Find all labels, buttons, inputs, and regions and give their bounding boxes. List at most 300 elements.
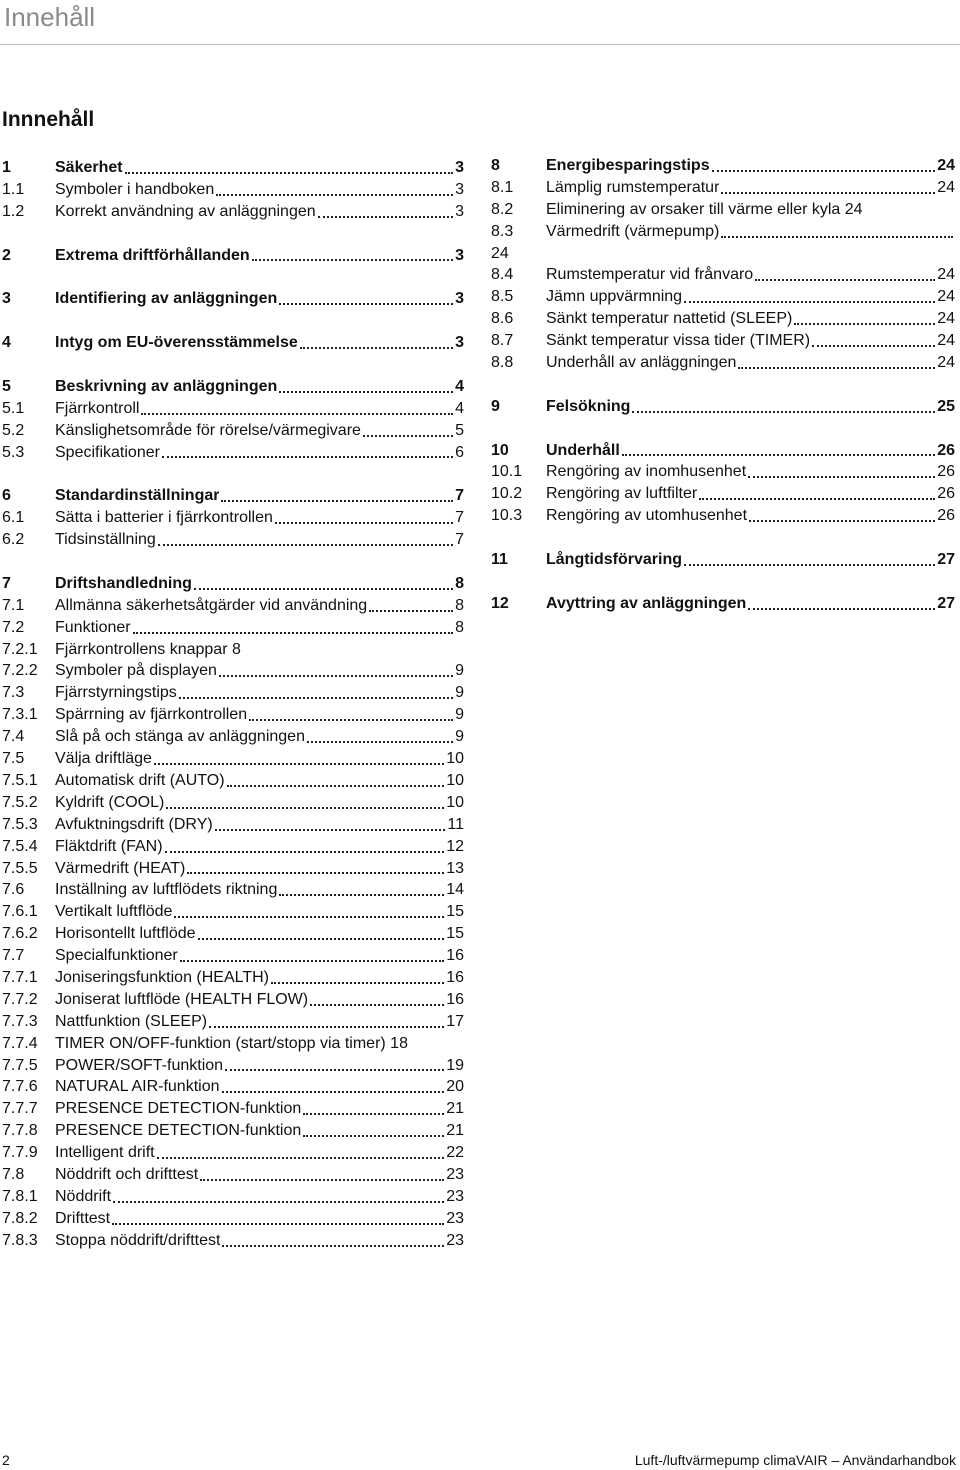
toc-entry-number: 4 [2, 334, 11, 352]
toc-entry-number: 8.6 [491, 310, 514, 328]
toc-entry[interactable] [2, 485, 464, 507]
toc-entry-title: Lämplig rumstemperatur [546, 178, 720, 196]
toc-dot-leader [198, 937, 445, 940]
toc-entry-title: Långtidsförvaring [546, 551, 683, 569]
toc-entry-number: 7.7.4 [2, 1034, 38, 1052]
toc-entry-title: Sätta i batterier i fjärrkontrollen [55, 509, 273, 527]
toc-entry-title: Fläktdrift (FAN) [55, 837, 163, 855]
toc-entry-title: Avfuktningsdrift (DRY) [55, 815, 213, 833]
toc-entry-title: Eliminering av orsaker till värme eller kyla 24 [546, 200, 863, 218]
toc-entry[interactable] [2, 858, 464, 880]
toc-entry-number: 7.8.2 [2, 1209, 38, 1227]
toc-entry[interactable] [2, 1142, 464, 1164]
toc-entry-page: 23 [446, 1187, 464, 1205]
toc-entry[interactable] [2, 157, 464, 179]
toc-dot-leader [318, 215, 453, 218]
toc-entry-title: Rumstemperatur vid frånvaro [546, 266, 754, 284]
toc-dot-leader [219, 674, 453, 677]
toc-entry[interactable] [2, 704, 464, 726]
toc-entry-number: 8.3 [491, 222, 514, 240]
toc-entry-page: 8 [455, 574, 464, 592]
toc-entry[interactable] [2, 967, 464, 989]
toc-entry-title: PRESENCE DETECTION-funktion [55, 1122, 302, 1140]
toc-dot-leader [113, 1200, 444, 1203]
toc-entry[interactable] [2, 420, 464, 442]
toc-entry[interactable] [2, 1033, 464, 1055]
toc-entry[interactable] [2, 245, 464, 267]
toc-dot-leader [369, 609, 453, 612]
toc-dot-leader [749, 519, 935, 522]
toc-entry-number: 7.7.8 [2, 1122, 38, 1140]
toc-dot-leader [180, 959, 444, 962]
toc-entry[interactable] [2, 398, 464, 420]
toc-entry-number: 7.2.2 [2, 662, 38, 680]
toc-dot-leader [279, 390, 453, 393]
toc-entry-page: 16 [446, 947, 464, 965]
toc-entry-title: Inställning av luftflödets riktning [55, 881, 278, 899]
toc-entry[interactable] [2, 507, 464, 529]
toc-entry-page: 24 [937, 178, 955, 196]
toc-entry-number: 8.8 [491, 354, 514, 372]
toc-entry-title: Specifikationer [55, 443, 160, 461]
toc-entry-title: Standardinställningar [55, 487, 220, 505]
toc-entry[interactable] [491, 440, 955, 462]
toc-entry-number: 6 [2, 487, 11, 505]
toc-entry-page: 26 [937, 441, 955, 459]
toc-dot-leader [200, 1178, 444, 1181]
toc-entry-title: NATURAL AIR-funktion [55, 1078, 220, 1096]
toc-entry[interactable] [491, 461, 955, 483]
toc-dot-leader [271, 981, 444, 984]
toc-entry-page: 7 [455, 487, 464, 505]
toc-entry-title: Nöddrift och drifttest [55, 1165, 199, 1183]
toc-heading: Innnehåll [2, 108, 95, 131]
toc-entry[interactable] [2, 179, 464, 201]
header-divider [0, 44, 960, 45]
toc-dot-leader [279, 893, 444, 896]
toc-entry-title: Beskrivning av anläggningen [55, 377, 278, 395]
toc-dot-leader [215, 828, 446, 831]
toc-entry[interactable] [2, 201, 464, 223]
toc-entry-page: 8 [455, 596, 464, 614]
toc-entry-page: 3 [455, 290, 464, 308]
toc-dot-leader [794, 322, 935, 325]
toc-entry-page: 7 [455, 531, 464, 549]
toc-entry[interactable] [491, 243, 955, 265]
toc-dot-leader [410, 1049, 462, 1050]
toc-entry-number: 1 [2, 159, 11, 176]
toc-entry-number: 8.7 [491, 332, 514, 350]
toc-entry-number: 7.8 [2, 1165, 25, 1183]
toc-entry-number: 9 [491, 397, 500, 415]
toc-entry-title: Drifttest [55, 1209, 111, 1227]
footer-document-title: Luft-/luftvärmepump climaVAIR – Användarhandbok [634, 1452, 956, 1468]
toc-entry-page: 10 [446, 750, 464, 768]
toc-entry[interactable] [2, 1230, 464, 1252]
toc-entry-number: 8.5 [491, 288, 514, 306]
toc-entry-title: Kyldrift (COOL) [55, 793, 165, 811]
toc-entry-title: Horisontellt luftflöde [55, 925, 196, 943]
toc-entry-page: 26 [937, 463, 955, 481]
toc-entry[interactable] [491, 177, 955, 199]
toc-entry-page: 27 [937, 594, 955, 612]
toc-entry-page: 9 [455, 728, 464, 746]
toc-entry-number: 7.6.1 [2, 903, 38, 921]
toc-entry-title: Fjärrkontroll [55, 399, 140, 417]
toc-dot-leader [249, 718, 453, 721]
toc-entry-page: 9 [455, 662, 464, 680]
toc-entry[interactable] [2, 376, 464, 398]
toc-entry-title: Rengöring av luftfilter [546, 485, 698, 503]
toc-entry-number: 7 [2, 574, 11, 592]
toc-entry[interactable] [491, 483, 955, 505]
toc-entry-page: 21 [446, 1100, 464, 1118]
toc-entry-number: 7.7.6 [2, 1078, 38, 1096]
toc-entry-title: TIMER ON/OFF-funktion (start/stopp via timer) 18 [55, 1034, 408, 1052]
toc-entry[interactable] [491, 549, 955, 571]
toc-entry-page: 21 [446, 1122, 464, 1140]
toc-dot-leader [303, 1112, 444, 1115]
toc-dot-leader [622, 453, 935, 456]
toc-entry-number: 7.7.7 [2, 1100, 38, 1118]
toc-entry-page: 23 [446, 1231, 464, 1249]
toc-entry-page: 23 [446, 1209, 464, 1227]
toc-entry-number: 7.5.1 [2, 771, 38, 789]
toc-dot-leader [112, 1222, 444, 1225]
toc-entry[interactable] [491, 352, 955, 374]
toc-entry-page: 24 [937, 332, 955, 350]
toc-entry[interactable] [491, 155, 955, 177]
toc-dot-leader [194, 587, 453, 590]
toc-entry-number: 8.2 [491, 200, 514, 218]
toc-dot-leader [174, 915, 444, 918]
toc-entry[interactable] [2, 1011, 464, 1033]
toc-entry-number: 7.3 [2, 684, 25, 702]
toc-entry-page: 19 [446, 1056, 464, 1074]
toc-entry[interactable] [2, 617, 464, 639]
toc-entry-page: 26 [937, 507, 955, 525]
toc-entry-page: 8 [455, 618, 464, 636]
toc-entry-number: 7.7.5 [2, 1056, 38, 1074]
toc-entry-number: 5.2 [2, 421, 25, 439]
toc-entry-title: Vertikalt luftflöde [55, 903, 173, 921]
toc-entry-title: Värmedrift (värmepump) [546, 222, 720, 240]
toc-entry-title: Extrema driftförhållanden [55, 246, 250, 264]
toc-dot-leader [225, 1068, 444, 1071]
toc-entry-number: 10 [491, 441, 509, 459]
toc-dot-leader [165, 850, 445, 853]
toc-dot-leader [158, 543, 453, 546]
toc-dot-leader [721, 191, 935, 194]
toc-entry[interactable] [2, 332, 464, 354]
toc-entry-title: Korrekt användning av anläggningen [55, 202, 316, 220]
toc-entry-number: 24 [491, 244, 509, 262]
toc-dot-leader [216, 193, 453, 196]
toc-entry[interactable] [2, 989, 464, 1011]
toc-entry-number: 5.3 [2, 443, 25, 461]
toc-entry-title: Symboler i handboken [55, 180, 215, 198]
toc-entry-title: Rengöring av inomhusenhet [546, 463, 747, 481]
toc-entry-page: 24 [937, 266, 955, 284]
toc-entry-page: 24 [937, 157, 955, 174]
toc-entry-number: 6.2 [2, 531, 25, 549]
toc-dot-leader [209, 1025, 444, 1028]
toc-entry-page: 24 [937, 354, 955, 372]
toc-entry-title: Nattfunktion (SLEEP) [55, 1012, 208, 1030]
toc-entry[interactable] [2, 770, 464, 792]
toc-entry-number: 10.2 [491, 485, 523, 503]
toc-entry-title: Nöddrift [55, 1187, 112, 1205]
toc-dot-leader [275, 521, 453, 524]
toc-entry-number: 7.8.3 [2, 1231, 38, 1249]
toc-dot-leader [154, 762, 444, 765]
toc-entry-title: Allmänna säkerhetsåtgärder vid användning [55, 596, 368, 614]
toc-dot-leader [133, 631, 454, 634]
toc-entry[interactable] [2, 1076, 464, 1098]
toc-entry[interactable] [2, 748, 464, 770]
toc-dot-leader [141, 412, 453, 415]
toc-entry-title: Felsökning [546, 397, 631, 415]
toc-entry-page: 26 [937, 485, 955, 503]
toc-dot-leader [187, 871, 444, 874]
toc-entry-number: 7.7 [2, 947, 25, 965]
toc-entry[interactable] [2, 442, 464, 464]
toc-entry-number: 10.3 [491, 507, 523, 525]
toc-entry-page: 9 [455, 706, 464, 724]
toc-entry-number: 8 [491, 157, 500, 174]
toc-dot-leader [812, 344, 935, 347]
toc-entry[interactable] [2, 814, 464, 836]
toc-entry-number: 7.4 [2, 728, 25, 746]
toc-dot-leader [363, 434, 453, 437]
toc-entry-title: Stoppa nöddrift/drifttest [55, 1231, 221, 1249]
toc-entry-number: 1.1 [2, 180, 25, 198]
toc-entry[interactable] [2, 1055, 464, 1077]
toc-entry-number: 7.5.2 [2, 793, 38, 811]
toc-entry-page: 6 [455, 443, 464, 461]
toc-entry-page: 3 [455, 246, 464, 264]
toc-dot-leader [221, 499, 453, 502]
toc-entry-title: Sänkt temperatur vissa tider (TIMER) [546, 332, 811, 350]
toc-dot-leader [748, 607, 935, 610]
toc-entry-number: 7.2.1 [2, 640, 38, 658]
toc-entry-page: 14 [446, 881, 464, 899]
toc-entry-number: 5 [2, 377, 11, 395]
toc-entry-page: 4 [455, 377, 464, 395]
toc-entry[interactable] [491, 593, 955, 615]
toc-entry-page: 3 [455, 334, 464, 352]
toc-entry[interactable] [2, 1120, 464, 1142]
toc-entry-title: Intyg om EU-överensstämmelse [55, 334, 298, 352]
toc-entry[interactable] [2, 1164, 464, 1186]
toc-entry-page: 27 [937, 551, 955, 569]
toc-entry-title: Underhåll [546, 441, 620, 459]
toc-entry-number: 5.1 [2, 399, 25, 417]
toc-entry-title: Driftshandledning [55, 574, 192, 592]
toc-entry[interactable] [2, 726, 464, 748]
toc-entry-title: Tidsinställning [55, 531, 156, 549]
toc-entry[interactable] [2, 573, 464, 595]
toc-entry-title: Känslighetsområde för rörelse/värmegivare [55, 421, 361, 439]
toc-entry-page: 15 [446, 925, 464, 943]
toc-entry-page: 16 [446, 990, 464, 1008]
toc-entry-page: 9 [455, 684, 464, 702]
toc-entry-number: 3 [2, 290, 11, 308]
toc-dot-leader [865, 215, 953, 216]
toc-entry-title: Avyttring av anläggningen [546, 594, 747, 612]
toc-entry-title: Rengöring av utomhusenhet [546, 507, 748, 525]
toc-dot-leader [300, 346, 453, 349]
toc-entry-number: 7.2 [2, 618, 25, 636]
toc-dot-leader [222, 1090, 445, 1093]
toc-entry-title: Välja driftläge [55, 750, 152, 768]
toc-entry-page: 4 [455, 399, 464, 417]
toc-entry-title: Automatisk drift (AUTO) [55, 771, 225, 789]
toc-entry-title: Sänkt temperatur nattetid (SLEEP) [546, 310, 793, 328]
toc-entry-title: Specialfunktioner [55, 947, 178, 965]
toc-entry-page: 10 [446, 793, 464, 811]
toc-entry[interactable] [2, 529, 464, 551]
toc-entry-page: 11 [447, 815, 464, 833]
toc-entry-number: 7.5 [2, 750, 25, 768]
toc-entry[interactable] [2, 1098, 464, 1120]
toc-entry[interactable] [491, 330, 955, 352]
toc-dot-leader [632, 410, 935, 413]
toc-entry-title: Funktioner [55, 618, 131, 636]
toc-entry-page: 16 [446, 968, 464, 986]
page-header-title: Innehåll [4, 2, 96, 32]
toc-entry-number: 7.5.3 [2, 815, 38, 833]
toc-dot-leader [684, 300, 935, 303]
toc-entry-number: 7.1 [2, 596, 25, 614]
toc-entry[interactable] [2, 1208, 464, 1230]
toc-entry-page: 24 [937, 310, 955, 328]
toc-dot-leader [748, 475, 935, 478]
toc-entry-page: 10 [446, 771, 464, 789]
toc-dot-leader [157, 1156, 445, 1159]
toc-entry-number: 7.7.2 [2, 990, 38, 1008]
toc-dot-leader [738, 366, 935, 369]
toc-entry-number: 8.1 [491, 178, 514, 196]
toc-entry[interactable] [2, 682, 464, 704]
toc-entry-title: Spärrning av fjärrkontrollen [55, 706, 248, 724]
toc-dot-leader [227, 784, 445, 787]
toc-entry-page: 23 [446, 1165, 464, 1183]
toc-entry-number: 7.7.3 [2, 1012, 38, 1030]
toc-entry[interactable] [2, 945, 464, 967]
toc-entry[interactable] [491, 396, 955, 418]
toc-entry-title: Joniserat luftflöde (HEALTH FLOW) [55, 990, 309, 1008]
toc-entry[interactable] [2, 901, 464, 923]
toc-entry[interactable] [2, 660, 464, 682]
toc-entry-number: 1.2 [2, 202, 25, 220]
toc-dot-leader [162, 455, 453, 458]
toc-entry-number: 8.4 [491, 266, 514, 284]
toc-entry[interactable] [2, 288, 464, 310]
toc-entry-title: Symboler på displayen [55, 662, 217, 680]
toc-left-column [2, 157, 464, 1252]
toc-entry-number: 7.6 [2, 881, 25, 899]
toc-entry-title: PRESENCE DETECTION-funktion [55, 1100, 302, 1118]
toc-entry[interactable] [2, 879, 464, 901]
toc-entry[interactable] [2, 792, 464, 814]
toc-entry[interactable] [491, 308, 955, 330]
toc-entry-page: 5 [455, 421, 464, 439]
toc-entry-number: 11 [491, 551, 508, 569]
toc-entry-title: Energibesparingstips [546, 157, 710, 174]
toc-entry-title: Jämn uppvärmning [546, 288, 683, 306]
footer-page-number: 2 [2, 1452, 10, 1468]
toc-entry-number: 2 [2, 246, 11, 264]
toc-entry-page: 25 [937, 397, 955, 415]
toc-entry-number: 6.1 [2, 509, 25, 527]
toc-entry-number: 7.7.9 [2, 1144, 38, 1162]
toc-entry-number: 7.5.4 [2, 837, 38, 855]
toc-entry-page: 3 [455, 180, 464, 198]
toc-entry-number: 12 [491, 594, 509, 612]
toc-dot-leader [310, 1003, 444, 1006]
toc-entry-page: 12 [446, 837, 464, 855]
toc-dot-leader [307, 740, 453, 743]
toc-entry-title: Underhåll av anläggningen [546, 354, 737, 372]
toc-entry-title: Joniseringsfunktion (HEALTH) [55, 968, 270, 986]
toc-entry-page: 24 [937, 288, 955, 306]
toc-entry-title: POWER/SOFT-funktion [55, 1056, 224, 1074]
toc-entry[interactable] [2, 836, 464, 858]
toc-entry-number: 7.6.2 [2, 925, 38, 943]
toc-dot-leader [166, 806, 444, 809]
toc-entry[interactable] [2, 639, 464, 661]
toc-entry[interactable] [2, 595, 464, 617]
toc-entry-page: 3 [455, 159, 464, 176]
toc-entry-page: 20 [446, 1078, 464, 1096]
toc-entry-number: 7.8.1 [2, 1187, 38, 1205]
toc-entry[interactable] [2, 923, 464, 945]
toc-entry-number: 7.7.1 [2, 968, 38, 986]
toc-entry-page: 15 [446, 903, 464, 921]
toc-entry-number: 10.1 [491, 463, 523, 481]
toc-entry-page: 22 [446, 1144, 464, 1162]
toc-dot-leader [303, 1134, 444, 1137]
toc-dot-leader [125, 171, 454, 174]
toc-entry[interactable] [2, 1186, 464, 1208]
toc-dot-leader [279, 302, 453, 305]
toc-entry-page: 7 [455, 509, 464, 527]
toc-entry[interactable] [491, 264, 955, 286]
toc-dot-leader [243, 654, 462, 655]
toc-entry[interactable] [491, 221, 955, 243]
toc-right-column [491, 155, 955, 615]
toc-dot-leader [712, 169, 936, 172]
toc-dot-leader [699, 497, 935, 500]
toc-entry-title: Identifiering av anläggningen [55, 290, 278, 308]
toc-entry-page: 13 [446, 859, 464, 877]
toc-entry-title: Fjärrstyrningstips [55, 684, 177, 702]
toc-entry[interactable] [491, 286, 955, 308]
toc-dot-leader [684, 563, 935, 566]
toc-dot-leader [721, 235, 953, 238]
toc-entry-number: 7.3.1 [2, 706, 38, 724]
toc-entry-page: 3 [455, 202, 464, 220]
toc-entry[interactable] [491, 505, 955, 527]
toc-entry-page: 17 [446, 1012, 464, 1030]
toc-entry[interactable] [491, 199, 955, 221]
toc-dot-leader [222, 1244, 444, 1247]
toc-dot-leader [179, 696, 453, 699]
toc-entry-title: Säkerhet [55, 159, 123, 176]
toc-entry-title: Slå på och stänga av anläggningen [55, 728, 305, 746]
toc-entry-title: Värmedrift (HEAT) [55, 859, 186, 877]
